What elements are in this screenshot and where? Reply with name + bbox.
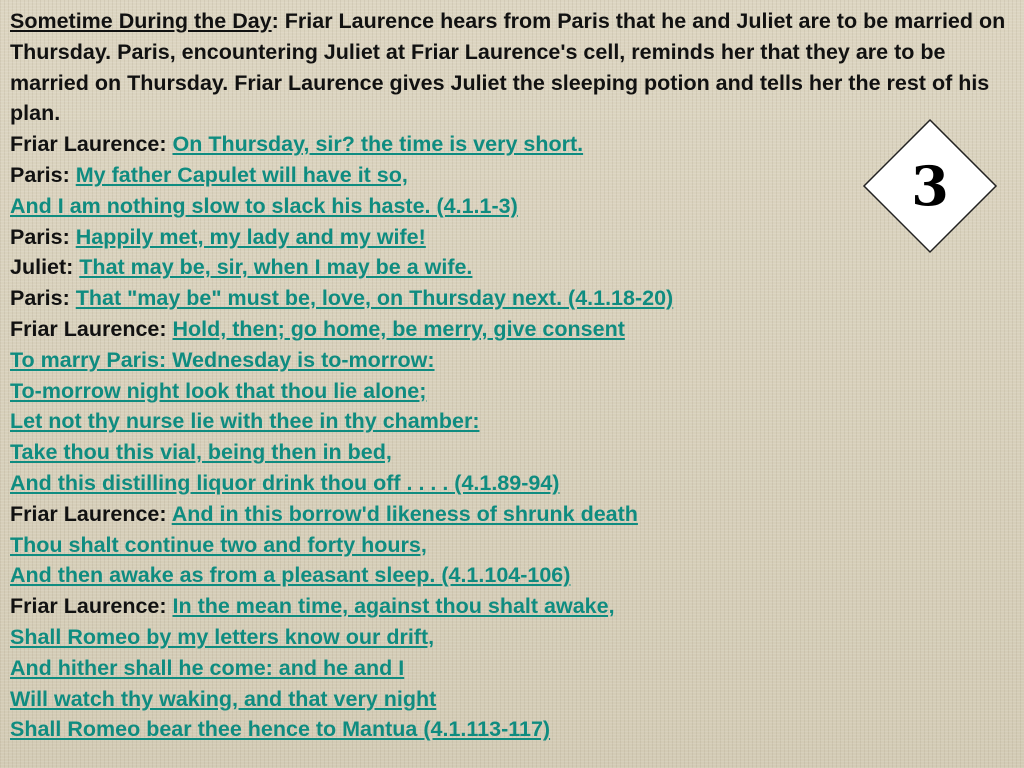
quote-link[interactable]: Hold, then; go home, be merry, give consent bbox=[172, 316, 625, 341]
speaker-name: Friar Laurence: bbox=[10, 594, 173, 619]
script-line bbox=[10, 160, 1010, 191]
script-line bbox=[10, 345, 1010, 376]
script-line bbox=[10, 684, 1010, 715]
speaker-name: Paris: bbox=[10, 286, 76, 311]
quote-link[interactable]: And in this borrow'd likeness of shrunk death bbox=[171, 501, 638, 526]
slide-number: 3 bbox=[911, 154, 949, 218]
intro-paragraph bbox=[10, 6, 1010, 129]
quote-link[interactable]: That "may be" must be, love, on Thursday next. (4.1.18-20) bbox=[75, 286, 674, 311]
script-line bbox=[10, 283, 1010, 314]
speaker-name: Paris: bbox=[10, 162, 76, 187]
quote-link[interactable]: And hither shall he come: and he and I bbox=[10, 655, 405, 680]
script-line bbox=[10, 437, 1010, 468]
script-line bbox=[10, 406, 1010, 437]
quote-link[interactable]: In the mean time, against thou shalt awake, bbox=[172, 594, 615, 619]
script-line bbox=[10, 622, 1010, 653]
quote-link[interactable]: My father Capulet will have it so, bbox=[75, 162, 408, 187]
quote-link[interactable]: And this distilling liquor drink thou off . . . . (4.1.89-94) bbox=[10, 470, 560, 495]
quote-link[interactable]: Shall Romeo by my letters know our drift, bbox=[10, 624, 435, 649]
script-line bbox=[10, 468, 1010, 499]
script-line bbox=[10, 560, 1010, 591]
script-line bbox=[10, 129, 1010, 160]
script-line bbox=[10, 591, 1010, 622]
script-line bbox=[10, 314, 1010, 345]
quote-link[interactable]: That may be, sir, when I may be a wife. bbox=[79, 255, 473, 280]
script-line bbox=[10, 653, 1010, 684]
quote-link[interactable]: Thou shalt continue two and forty hours, bbox=[10, 532, 427, 557]
slide-text bbox=[10, 6, 1010, 745]
speaker-name: Friar Laurence: bbox=[10, 316, 173, 341]
script-line bbox=[10, 191, 1010, 222]
speaker-name: Friar Laurence: bbox=[10, 501, 172, 526]
quote-link[interactable]: And then awake as from a pleasant sleep. (4.1.104-106) bbox=[10, 563, 571, 588]
quote-link[interactable]: Take thou this vial, being then in bed, bbox=[10, 440, 392, 465]
quote-link[interactable]: To marry Paris: Wednesday is to-morrow: bbox=[10, 347, 435, 372]
script-line bbox=[10, 376, 1010, 407]
speaker-name: Friar Laurence: bbox=[10, 132, 173, 157]
intro-heading: Sometime During the Day bbox=[10, 9, 272, 33]
speaker-name: Paris: bbox=[10, 224, 76, 249]
quote-link[interactable]: On Thursday, sir? the time is very short. bbox=[172, 132, 584, 157]
quote-link[interactable]: Happily met, my lady and my wife! bbox=[75, 224, 426, 249]
script-lines bbox=[10, 129, 1010, 745]
quote-link[interactable]: Shall Romeo bear thee hence to Mantua (4.1.113-117) bbox=[10, 717, 551, 742]
script-line bbox=[10, 530, 1010, 561]
script-line bbox=[10, 499, 1010, 530]
script-line bbox=[10, 252, 1010, 283]
script-line bbox=[10, 222, 1010, 253]
quote-link[interactable]: Let not thy nurse lie with thee in thy chamber: bbox=[10, 409, 480, 434]
intro-text: : Friar Laurence hears from Paris that he and Juliet are to be married on Thursday. Paris, encountering Juliet at Friar Laurence's cell, reminds her that they are to be married on Thursday. Friar Laurence gives Juliet the sleeping potion and tells her the rest of his plan. bbox=[10, 9, 1006, 126]
quote-link[interactable]: Will watch thy waking, and that very night bbox=[10, 686, 437, 711]
script-line bbox=[10, 714, 1010, 745]
quote-link[interactable]: To-morrow night look that thou lie alone; bbox=[10, 378, 427, 403]
quote-link[interactable]: And I am nothing slow to slack his haste. (4.1.1-3) bbox=[10, 193, 518, 218]
speaker-name: Juliet: bbox=[10, 255, 80, 280]
slide-number-badge bbox=[862, 118, 998, 254]
